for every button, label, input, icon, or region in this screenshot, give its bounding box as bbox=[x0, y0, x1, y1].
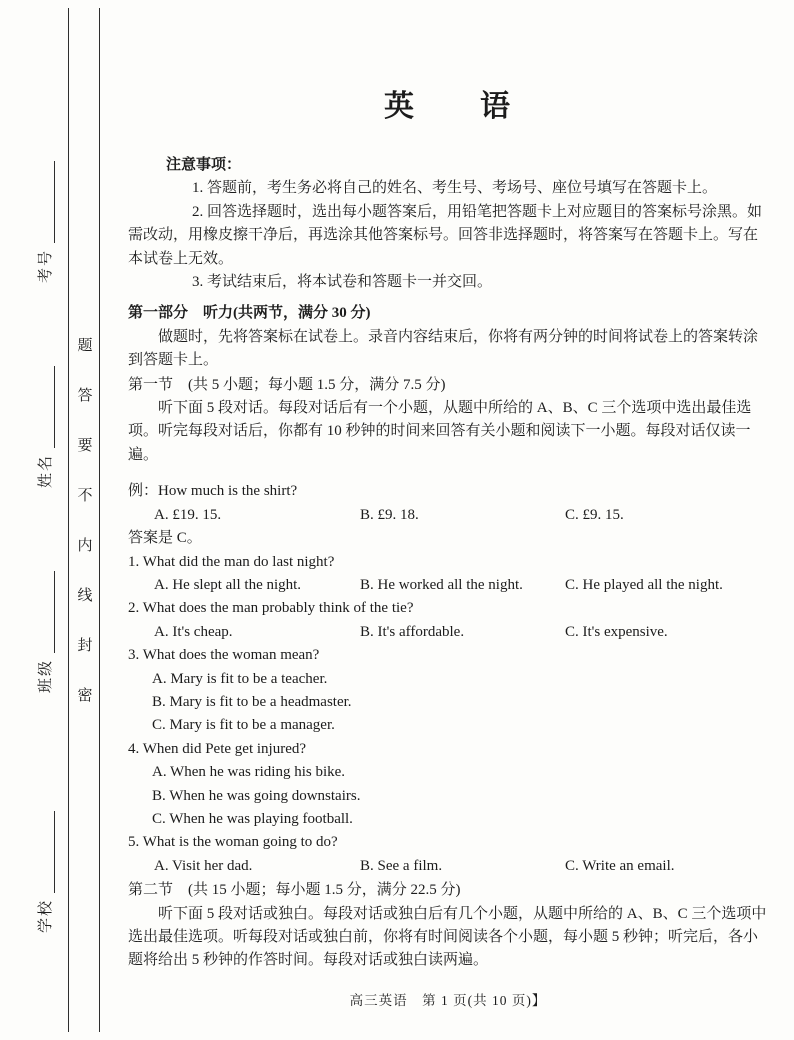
student-name-label: 姓名 bbox=[38, 453, 54, 488]
exam-number-label: 考号 bbox=[38, 248, 54, 283]
question-5 bbox=[128, 831, 768, 878]
class-blank bbox=[40, 571, 55, 653]
school-blank bbox=[40, 811, 55, 893]
seal-line-inner bbox=[99, 8, 100, 1032]
exam-content bbox=[128, 86, 768, 1012]
example-option-a: A. £19. 15. bbox=[154, 506, 222, 523]
question-4 bbox=[128, 738, 768, 832]
question-1-option-c: C. He played all the night. bbox=[565, 576, 723, 593]
school-label: 学校 bbox=[38, 898, 54, 933]
question-5-option-a: A. Visit her dad. bbox=[154, 857, 253, 874]
question-5-option-c: C. Write an email. bbox=[565, 857, 675, 874]
question-2-options bbox=[154, 621, 768, 644]
seal-char: 密 bbox=[77, 688, 93, 704]
question-3-option-a: A. Mary is fit to be a teacher. bbox=[152, 670, 328, 687]
example-block bbox=[128, 480, 768, 550]
question-2 bbox=[128, 597, 768, 644]
notice-item-1: 1. 答题前，考生务必将自己的姓名、考生号、考场号、座位号填写在答题卡上。 bbox=[192, 180, 718, 197]
example-option-c: C. £9. 15. bbox=[565, 506, 624, 523]
student-name-blank bbox=[40, 366, 55, 448]
question-3 bbox=[128, 644, 768, 738]
example-question: 例：How much is the shirt? bbox=[128, 483, 298, 500]
seal-char: 题 bbox=[77, 338, 93, 354]
example-answer: 答案是 C。 bbox=[128, 530, 202, 547]
seal-char: 线 bbox=[77, 588, 93, 604]
question-5-text: 5. What is the woman going to do? bbox=[128, 834, 338, 851]
seal-char: 要 bbox=[77, 438, 93, 454]
school-field bbox=[35, 811, 55, 933]
question-1-options bbox=[154, 574, 768, 597]
question-4-option-c: C. When he was playing football. bbox=[152, 810, 353, 827]
page-footer: 高三英语 第 1 页(共 10 页)】 bbox=[349, 992, 547, 1008]
seal-char: 答 bbox=[77, 388, 93, 404]
class-label: 班级 bbox=[38, 658, 54, 693]
seal-line-outer bbox=[68, 8, 69, 1032]
question-5-option-b: B. See a film. bbox=[360, 857, 443, 874]
question-3-option-b: B. Mary is fit to be a headmaster. bbox=[152, 693, 352, 710]
seal-char: 不 bbox=[77, 488, 93, 504]
exam-title: 英 语 bbox=[384, 90, 512, 123]
part1-intro: 做题时，先将答案标在试卷上。录音内容结束后，你将有两分钟的时间将试卷上的答案转涂到答题卡上。 bbox=[128, 328, 759, 369]
seal-char: 内 bbox=[77, 538, 93, 554]
part1-heading: 第一部分 听力(共两节，满分 30 分) bbox=[128, 305, 371, 322]
example-options bbox=[154, 504, 768, 527]
question-2-option-a: A. It's cheap. bbox=[154, 623, 233, 640]
question-1-option-b: B. He worked all the night. bbox=[360, 576, 523, 593]
exam-number-blank bbox=[40, 161, 55, 243]
section1-heading: 第一节 (共 5 小题；每小题 1.5 分，满分 7.5 分) bbox=[128, 376, 446, 393]
question-4-option-b: B. When he was going downstairs. bbox=[152, 787, 361, 804]
example-option-b: B. £9. 18. bbox=[360, 506, 419, 523]
question-1 bbox=[128, 551, 768, 598]
section2-heading: 第二节 (共 15 小题；每小题 1.5 分，满分 22.5 分) bbox=[128, 882, 461, 899]
seal-warning-text bbox=[76, 334, 94, 705]
question-2-text: 2. What does the man probably think of the tie? bbox=[128, 600, 414, 617]
question-3-text: 3. What does the woman mean? bbox=[128, 647, 320, 664]
notice-item-2: 2. 回答选择题时，选出每小题答案后，用铅笔把答题卡上对应题目的答案标号涂黑。如需改动，用橡皮擦干净后，再选涂其他答案标号。回答非选择题时，将答案写在答题卡上。写在本试卷上无效。 bbox=[128, 203, 763, 267]
question-3-option-c: C. Mary is fit to be a manager. bbox=[152, 717, 335, 734]
question-1-text: 1. What did the man do last night? bbox=[128, 553, 335, 570]
student-name-field bbox=[35, 366, 55, 488]
question-2-option-b: B. It's affordable. bbox=[360, 623, 465, 640]
question-4-text: 4. When did Pete get injured? bbox=[128, 740, 307, 757]
section1-instructions: 听下面 5 段对话。每段对话后有一个小题，从题中所给的 A、B、C 三个选项中选出最佳选项。听完每段对话后，你都有 10 秒钟的时间来回答有关小题和阅读下一小题。每段对话仅读一遍。 bbox=[128, 400, 752, 463]
notice-heading: 注意事项： bbox=[166, 157, 242, 173]
question-1-option-a: A. He slept all the night. bbox=[154, 576, 302, 593]
question-2-option-c: C. It's expensive. bbox=[565, 623, 668, 640]
question-4-option-a: A. When he was riding his bike. bbox=[152, 764, 346, 781]
seal-char: 封 bbox=[77, 638, 93, 654]
class-field bbox=[35, 571, 55, 693]
exam-number-field bbox=[35, 161, 55, 283]
section2-instructions: 听下面 5 段对话或独白。每段对话或独白后有几个小题，从题中所给的 A、B、C 三个选项中选出最佳选项。听每段对话或独白前，你将有时间阅读各个小题，每小题 5 秒钟；听完后，各小题将给出 5 秒钟的作答时间。每段对话或独白读两遍。 bbox=[128, 905, 767, 969]
notice-item-3: 3. 考试结束后，将本试卷和答题卡一并交回。 bbox=[192, 274, 493, 291]
question-5-options bbox=[154, 855, 768, 878]
